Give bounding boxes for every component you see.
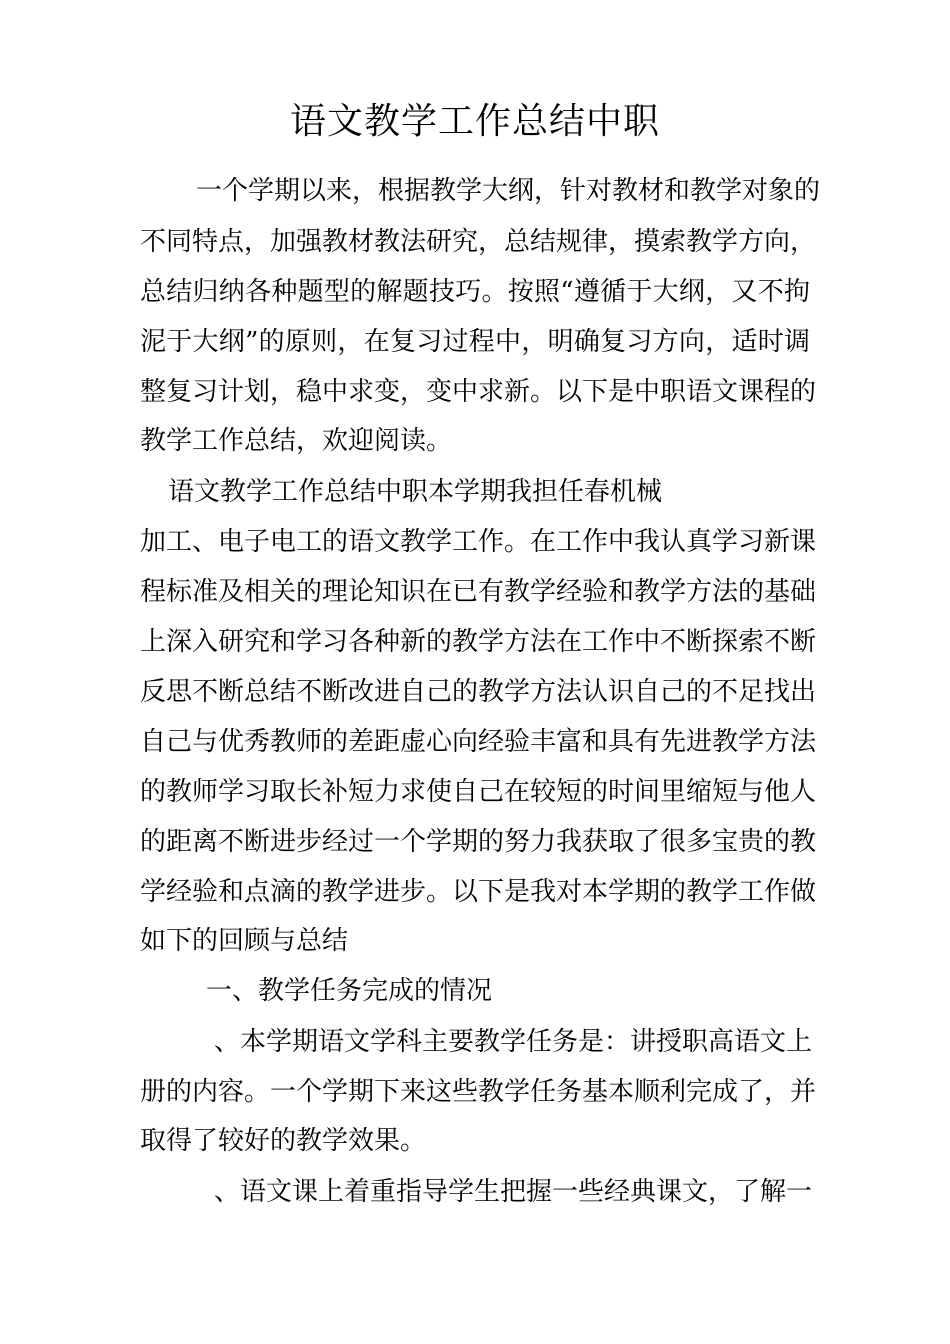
paragraph-line: 整复习计划，稳中求变，变中求新。以下是中职语文课程的	[140, 377, 817, 407]
paragraph-line: 加工、电子电工的语文教学工作。在工作中我认真学习新课	[140, 527, 817, 557]
paragraph-line: 、本学期语文学科主要教学任务是：讲授职高语文上	[214, 1027, 813, 1057]
paragraph-line: 自己与优秀教师的差距虚心向经验丰富和具有先进教学方法	[140, 727, 817, 757]
paragraph-line: 的距离不断进步经过一个学期的努力我获取了很多宝贵的教	[140, 827, 817, 857]
document-title: 语文教学工作总结中职	[289, 101, 660, 142]
paragraph-line: 语文教学工作总结中职本学期我担任春机械	[168, 477, 663, 507]
paragraph-line: 反思不断总结不断改进自己的教学方法认识自己的不足找出	[140, 677, 817, 707]
paragraph-line: 如下的回顾与总结	[140, 926, 349, 956]
paragraph-line: 一个学期以来，根据教学大纲，针对教材和教学对象的	[196, 176, 821, 206]
paragraph-line: 取得了较好的教学效果。	[140, 1126, 427, 1156]
paragraph-line: 册的内容。一个学期下来这些教学任务基本顺利完成了，并	[140, 1077, 817, 1107]
paragraph-line: 泥于大纲”的原则，在复习过程中，明确复习方向，适时调	[140, 327, 810, 357]
paragraph-line: 的教师学习取长补短力求使自己在较短的时间里缩短与他人	[140, 777, 817, 807]
paragraph-line: 总结归纳各种题型的解题技巧。按照“遵循于大纲，又不拘	[140, 277, 810, 307]
paragraph-line: 教学工作总结，欢迎阅读。	[140, 426, 453, 456]
paragraph-line: 上深入研究和学习各种新的教学方法在工作中不断探索不断	[140, 627, 817, 657]
paragraph-line: 、语文课上着重指导学生把握一些经典课文，了解一	[214, 1177, 813, 1207]
paragraph-line: 学经验和点滴的教学进步。以下是我对本学期的教学工作做	[140, 877, 817, 907]
paragraph-line: 不同特点，加强教材教法研究，总结规律，摸索教学方向，	[140, 227, 817, 257]
paragraph-line: 程标准及相关的理论知识在已有教学经验和教学方法的基础	[140, 577, 817, 607]
section-heading: 一、教学任务完成的情况	[206, 976, 493, 1006]
